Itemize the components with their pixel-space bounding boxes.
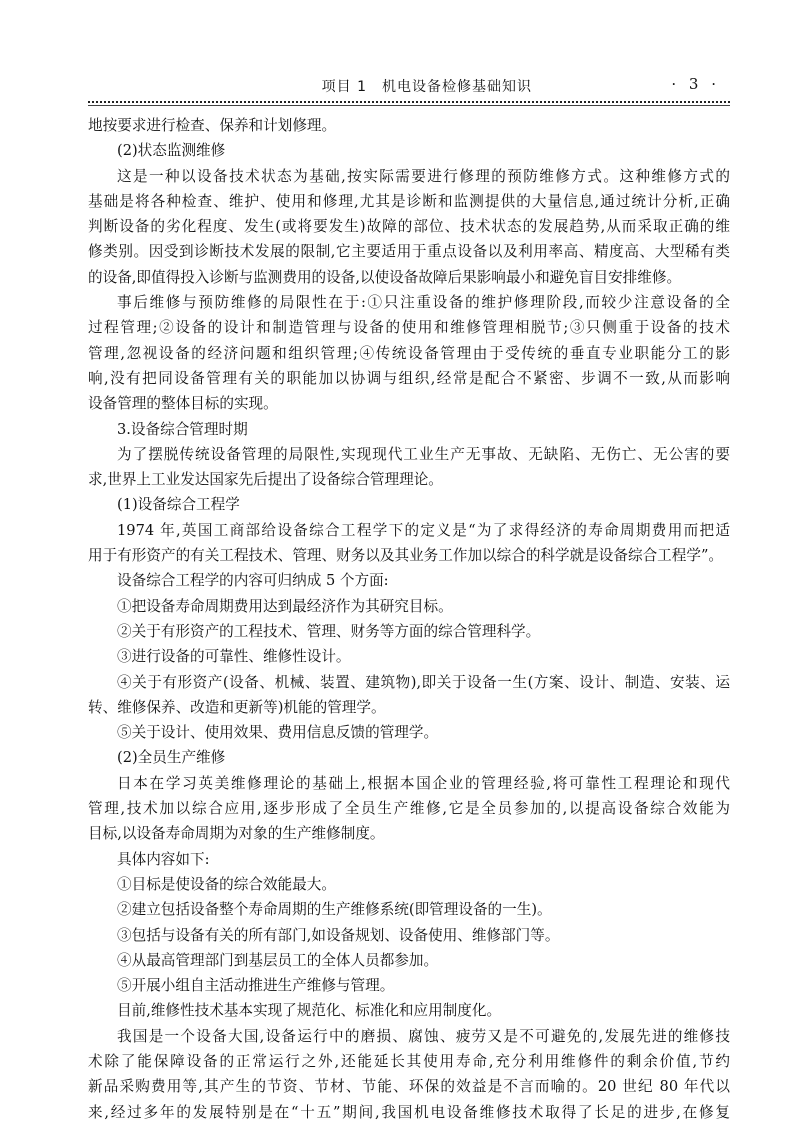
text-line: 目标,以设备寿命周期为对象的生产维修制度。 bbox=[88, 825, 385, 843]
text-line: ⑤开展小组自主活动推进生产维修与管理。 bbox=[117, 977, 395, 995]
body-text bbox=[88, 113, 730, 1125]
text-line: ②建立包括设备整个寿命周期的生产维修系统(即管理设备的一生)。 bbox=[117, 901, 552, 919]
header-rule-solid bbox=[88, 105, 730, 106]
text-line: 3.设备综合管理时期 bbox=[117, 420, 248, 438]
text-line: 1974 年,英国工商部给设备综合工程学下的定义是“为了求得经济的寿命周期费用而把适 bbox=[117, 521, 730, 539]
text-line: 响,没有把同设备管理有关的职能加以协调与组织,经常是配合不紧密、步调不一致,从而影响 bbox=[88, 369, 730, 387]
text-line: 这是一种以设备技术状态为基础,按实际需要进行修理的预防维修方式。这种维修方式的 bbox=[117, 167, 730, 185]
text-line: 设备综合工程学的内容可归纳成 5 个方面: bbox=[117, 572, 389, 590]
text-line: 管理,技术加以综合应用,逐步形成了全员生产维修,它是全员参加的,以提高设备综合效能为 bbox=[88, 800, 730, 818]
text-line: 基础是将各种检查、维护、使用和修理,尤其是诊断和监测提供的大量信息,通过统计分析,正确 bbox=[88, 192, 730, 210]
text-line: 用于有形资产的有关工程技术、管理、财务以及其业务工作加以综合的科学就是设备综合工程学”。 bbox=[88, 547, 723, 565]
text-line: 管理,忽视设备的经济问题和组织管理;④传统设备管理由于受传统的垂直专业职能分工的影 bbox=[88, 344, 730, 362]
text-line: ④从最高管理部门到基层员工的全体人员都参加。 bbox=[117, 951, 439, 969]
text-line: ⑤关于设计、使用效果、费用信息反馈的管理学。 bbox=[117, 724, 439, 742]
text-line: ①目标是使设备的综合效能最大。 bbox=[117, 875, 336, 893]
page-header bbox=[88, 74, 728, 100]
text-line: 判断设备的劣化程度、发生(或将要发生)故障的部位、技术状态的发展趋势,从而采取正确的维 bbox=[88, 218, 730, 236]
text-line: 的设备,即值得投入诊断与监测费用的设备,以使设备故障后果影响最小和避免盲目安排维修。 bbox=[88, 268, 682, 286]
text-line: 来,经过多年的发展特别是在“十五”期间,我国机电设备维修技术取得了长足的进步,在修复 bbox=[88, 1103, 730, 1121]
page-number: · 3 · bbox=[671, 75, 720, 93]
text-line: 求,世界上工业发达国家先后提出了设备综合管理理论。 bbox=[88, 471, 443, 489]
text-line: 我国是一个设备大国,设备运行中的磨损、腐蚀、疲劳又是不可避免的,发展先进的维修技 bbox=[117, 1027, 730, 1045]
chapter-title: 项目 1 机电设备检修基础知识 bbox=[321, 79, 532, 95]
text-line: ①把设备寿命周期费用达到最经济作为其研究目标。 bbox=[117, 597, 453, 615]
text-line: ③包括与设备有关的所有部门,如设备规划、设备使用、维修部门等。 bbox=[117, 926, 560, 944]
text-line: 修类别。因受到诊断技术发展的限制,它主要适用于重点设备以及利用率高、精度高、大型稀有类 bbox=[88, 243, 730, 261]
text-line: 为了摆脱传统设备管理的局限性,实现现代工业生产无事故、无缺陷、无伤亡、无公害的要 bbox=[117, 445, 730, 463]
text-line: ②关于有形资产的工程技术、管理、财务等方面的综合管理科学。 bbox=[117, 622, 541, 640]
text-line: (2)全员生产维修 bbox=[117, 749, 226, 767]
text-line: 过程管理;②设备的设计和制造管理与设备的使用和维修管理相脱节;③只侧重于设备的技术 bbox=[88, 319, 730, 337]
text-line: 转、维修保养、改造和更新等)机能的管理学。 bbox=[88, 698, 386, 716]
text-line: 新品采购费用等,其产生的节资、节材、节能、环保的效益是不言而喻的。20 世纪 80 年代以 bbox=[88, 1078, 730, 1096]
text-line: (1)设备综合工程学 bbox=[117, 496, 240, 514]
text-line: ④关于有形资产(设备、机械、装置、建筑物),即关于设备一生(方案、设计、制造、安装、运 bbox=[117, 673, 730, 691]
text-line: 地按要求进行检查、保养和计划修理。 bbox=[88, 117, 337, 134]
text-line: 术除了能保障设备的正常运行之外,还能延长其使用寿命,充分利用维修件的剩余价值,节约 bbox=[88, 1052, 730, 1070]
text-line: 具体内容如下: bbox=[117, 850, 210, 868]
text-line: ③进行设备的可靠性、维修性设计。 bbox=[117, 648, 351, 666]
text-line: 目前,维修性技术基本实现了规范化、标准化和应用制度化。 bbox=[117, 1002, 502, 1020]
text-line: 日本在学习英美维修理论的基础上,根据本国企业的管理经验,将可靠性工程理论和现代 bbox=[117, 774, 730, 792]
text-line: 事后维修与预防维修的局限性在于:①只注重设备的维护修理阶段,而较少注意设备的全 bbox=[117, 294, 730, 312]
text-line: (2)状态监测维修 bbox=[117, 142, 226, 160]
header-rule-dotted bbox=[88, 101, 730, 103]
text-line: 设备管理的整体目标的实现。 bbox=[88, 395, 278, 413]
